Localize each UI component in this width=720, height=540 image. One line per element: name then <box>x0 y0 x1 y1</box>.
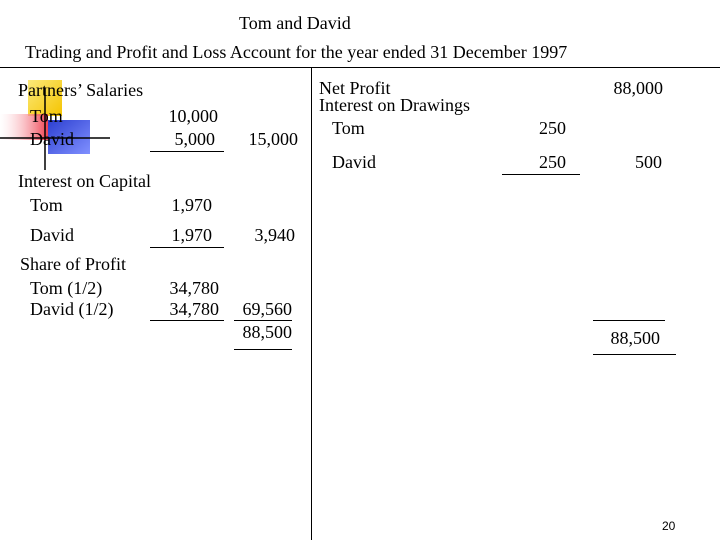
credit-total-overline <box>593 320 665 321</box>
account-title: Trading and Profit and Loss Account for the year ended 31 December 1997 <box>25 42 568 62</box>
share-profit-david-name: David (1/2) <box>30 299 114 319</box>
interest-drawings-david-amount: 250 <box>539 152 566 172</box>
credit-grand-total-underline <box>593 354 676 355</box>
debit-grand-total: 88,500 <box>242 322 292 342</box>
share-profit-total-underline <box>234 320 292 321</box>
share-profit-heading: Share of Profit <box>20 254 126 274</box>
interest-capital-heading: Interest on Capital <box>18 171 151 191</box>
share-profit-tom-name: Tom (1/2) <box>30 278 103 298</box>
center-divider <box>311 67 312 540</box>
interest-drawings-underline <box>502 174 580 175</box>
salaries-tom-name: Tom <box>30 106 63 126</box>
interest-capital-tom-amount: 1,970 <box>171 195 212 215</box>
interest-capital-tom-name: Tom <box>30 195 63 215</box>
salaries-total: 15,000 <box>248 129 298 149</box>
interest-drawings-david-name: David <box>332 152 376 172</box>
interest-drawings-tom-amount: 250 <box>539 118 566 138</box>
salaries-underline <box>150 151 224 152</box>
debit-grand-total-underline <box>234 349 292 350</box>
salaries-heading: Partners’ Salaries <box>18 80 144 100</box>
credit-grand-total: 88,500 <box>610 328 660 348</box>
share-profit-underline <box>150 320 224 321</box>
share-profit-david-amount: 34,780 <box>169 299 219 319</box>
header-rule <box>0 67 720 68</box>
net-profit-label: Net Profit <box>319 78 391 98</box>
share-profit-tom-amount: 34,780 <box>169 278 219 298</box>
slide-number: 20 <box>662 519 676 533</box>
interest-capital-total: 3,940 <box>254 225 295 245</box>
interest-drawings-total: 500 <box>635 152 662 172</box>
interest-capital-david-name: David <box>30 225 74 245</box>
salaries-david-name: David <box>30 129 74 149</box>
interest-capital-david-amount: 1,970 <box>171 225 212 245</box>
interest-drawings-heading: Interest on Drawings <box>319 95 470 115</box>
share-profit-total: 69,560 <box>242 299 292 319</box>
net-profit-amount: 88,000 <box>613 78 663 98</box>
interest-drawings-tom-name: Tom <box>332 118 365 138</box>
salaries-tom-amount: 10,000 <box>168 106 218 126</box>
interest-capital-underline <box>150 247 224 248</box>
entity-title: Tom and David <box>239 13 351 33</box>
salaries-david-amount: 5,000 <box>174 129 215 149</box>
